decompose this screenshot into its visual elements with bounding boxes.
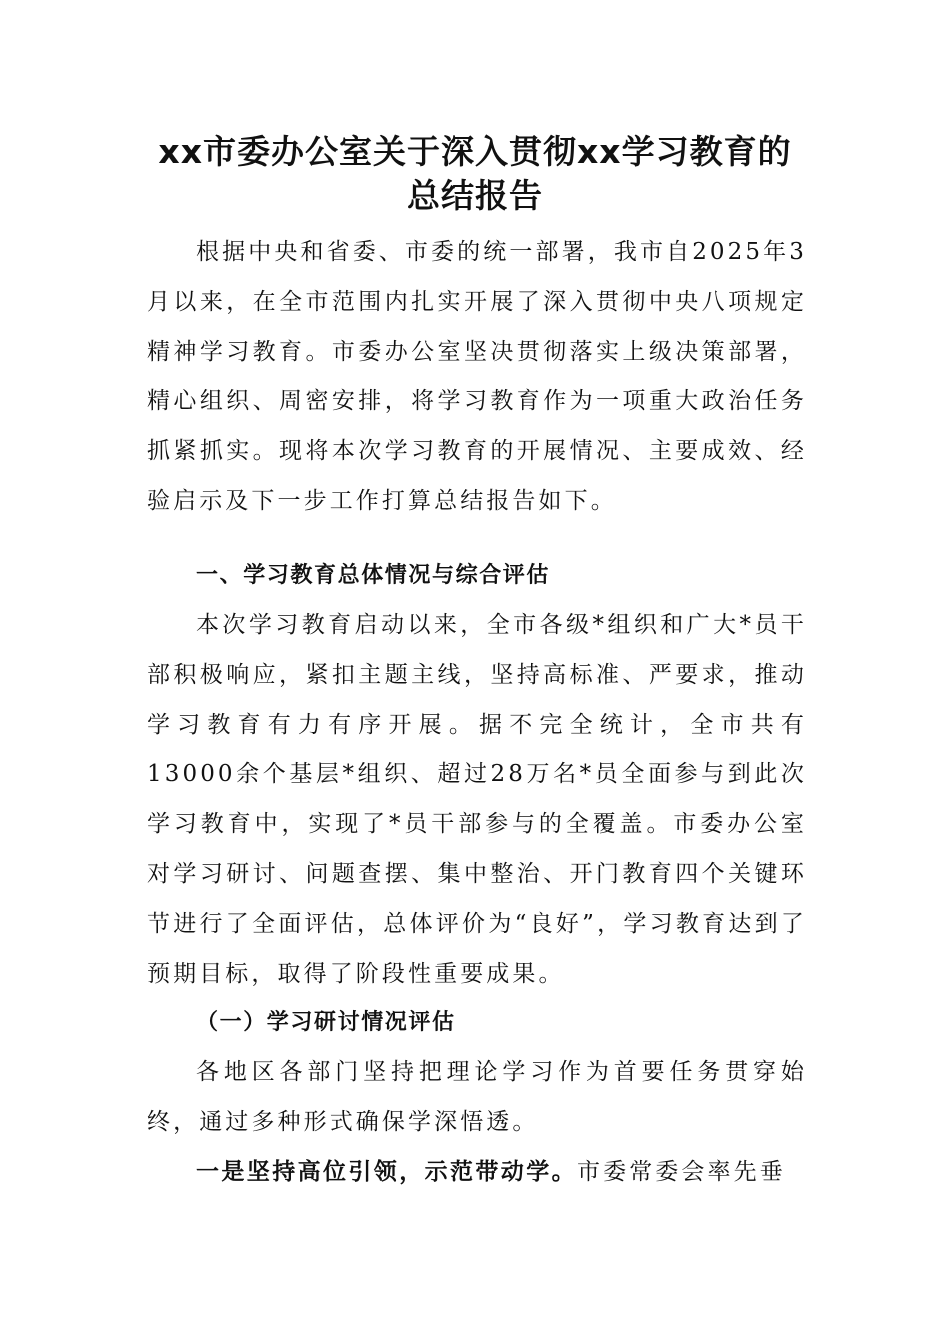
point-1-paragraph (147, 1148, 807, 1198)
point-1-text: 市委常委会率先垂 (577, 1159, 786, 1185)
subsection-1-heading: （一）学习研讨情况评估 (196, 1009, 456, 1035)
intro-paragraph: 根据中央和省委、市委的统一部署，我市自2025年3月以来，在全市范围内扎实开展了深入贯彻中央八项规定精神学习教育。市委办公室坚决贯彻落实上级决策部署，精心组织、周密安排，将学习教育作为一项重大政治任务抓紧抓实。现将本次学习教育的开展情况、主要成效、经验启示及下一步工作打算总结报告如下。 (147, 239, 807, 514)
document-title-line-2: 总结报告 (407, 176, 543, 215)
section-1-heading: 一、学习教育总体情况与综合评估 (196, 563, 551, 588)
document-title-line-1: xx市委办公室关于深入贯彻xx学习教育的 (158, 132, 792, 171)
subsection-1-paragraph: 各地区各部门坚持把理论学习作为首要任务贯穿始终，通过多种形式确保学深悟透。 (147, 1059, 807, 1135)
section-1-paragraph: 本次学习教育启动以来，全市各级*组织和广大*员干部积极响应，紧扣主题主线，坚持高标准、严要求，推动学习教育有力有序开展。据不完全统计，全市共有13000余个基层*组织、超过28万名*员全面参与到此次学习教育中，实现了*员干部参与的全覆盖。市委办公室对学习研讨、问题查摆、集中整治、开门教育四个关键环节进行了全面评估，总体评价为“良好”，学习教育达到了预期目标，取得了阶段性重要成果。 (147, 612, 807, 987)
point-1-lead: 一是坚持高位引领，示范带动学。 (196, 1159, 577, 1185)
